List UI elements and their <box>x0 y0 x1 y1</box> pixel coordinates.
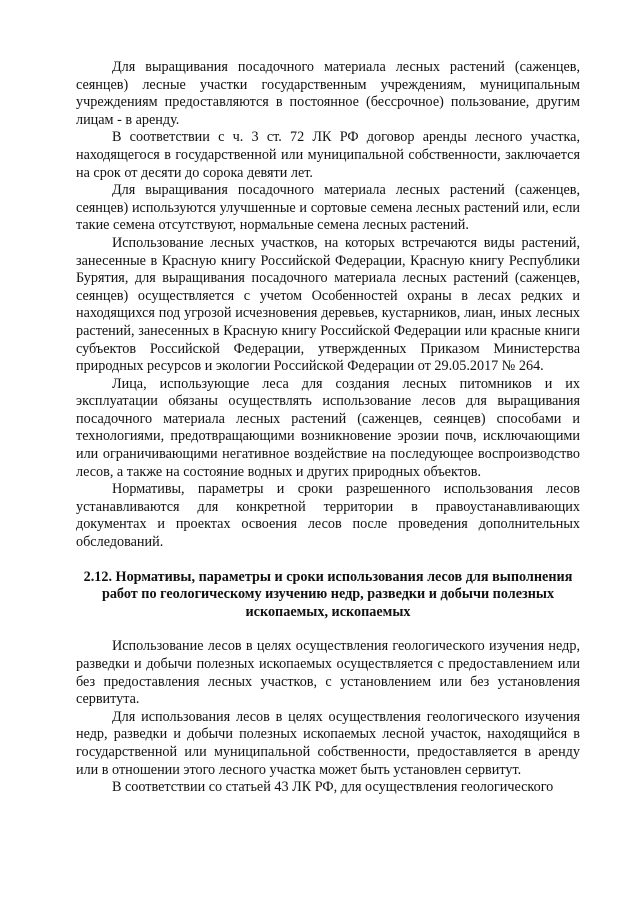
document-page <box>76 59 580 797</box>
paragraph-seedling-plots: Для выращивания посадочного материала лесных растений (саженцев, сеянцев) лесные участки государственным учреждениям, муниципальным учреждениям предоставляются в постоянное (бессрочное) пользование, другим лицам - в аренду. <box>76 59 580 128</box>
paragraph-norms-parameters: Нормативы, параметры и сроки разрешенного использования лесов устанавливаются для конкретной территории в правоустанавливающих документах и проектах освоения лесов после проведения дополнительных обследований. <box>76 481 580 551</box>
section-heading-block <box>76 569 580 622</box>
paragraph-nursery-methods: Лица, использующие леса для создания лесных питомников и их эксплуатации обязаны осуществлять использование лесов для выращивания посадочного материала лесных растений (саженцев, сеянцев) способами и технологиями, предотвращающими возникновение эрозии почв, исключающими или ограничивающими негативное воздействие на последующее воспроизводство лесов, а также на состояние водных и других природных объектов. <box>76 375 580 480</box>
paragraph-geological-lease: Для использования лесов в целях осуществления геологического изучения недр, разведки и добычи полезных ископаемых лесной участок, находящийся в государственной или муниципальной собственности, предоставляется в аренду или в отношении этого лесного участка может быть установлен сервитут. <box>76 708 580 778</box>
section-heading: 2.12. Нормативы, параметры и сроки использования лесов для выполнения работ по геологическому изучению недр, разведки и добычи полезных ископаемых, ископаемых <box>83 568 573 620</box>
paragraph-geological-use: Использование лесов в целях осуществления геологического изучения недр, разведки и добычи полезных ископаемых осуществляется с предоставлением или без предоставления лесных участков, с установлением или без установления сервитута. <box>76 638 580 708</box>
paragraph-seeds: Для выращивания посадочного материала лесных растений (саженцев, сеянцев) используются улучшенные и сортовые семена лесных растений или, если такие семена отсутствуют, нормальные семена лесных растений. <box>76 182 580 234</box>
paragraph-lease-term: В соответствии с ч. 3 ст. 72 ЛК РФ договор аренды лесного участка, находящегося в государственной или муниципальной собственности, заключается на срок от десяти до сорока девяти лет. <box>76 129 580 181</box>
paragraph-red-book: Использование лесных участков, на которых встречаются виды растений, занесенные в Красную книгу Российской Федерации, Красную книгу Республики Бурятия, для выращивания посадочного материала лесных растений (саженцев, сеянцев) осуществляется с учетом Особенностей охраны в лесах редких и находящихся под угрозой исчезновения деревьев, кустарников, лиан, иных лесных растений, занесенных в Красную книгу Российской Федерации или красные книги субъектов Российской Федерации, утвержденных Приказом Министерства природных ресурсов и экологии Российской Федерации от 29.05.2017 № 264. <box>76 234 580 375</box>
paragraph-article-43: В соответствии со статьей 43 ЛК РФ, для осуществления геологического <box>112 779 554 796</box>
